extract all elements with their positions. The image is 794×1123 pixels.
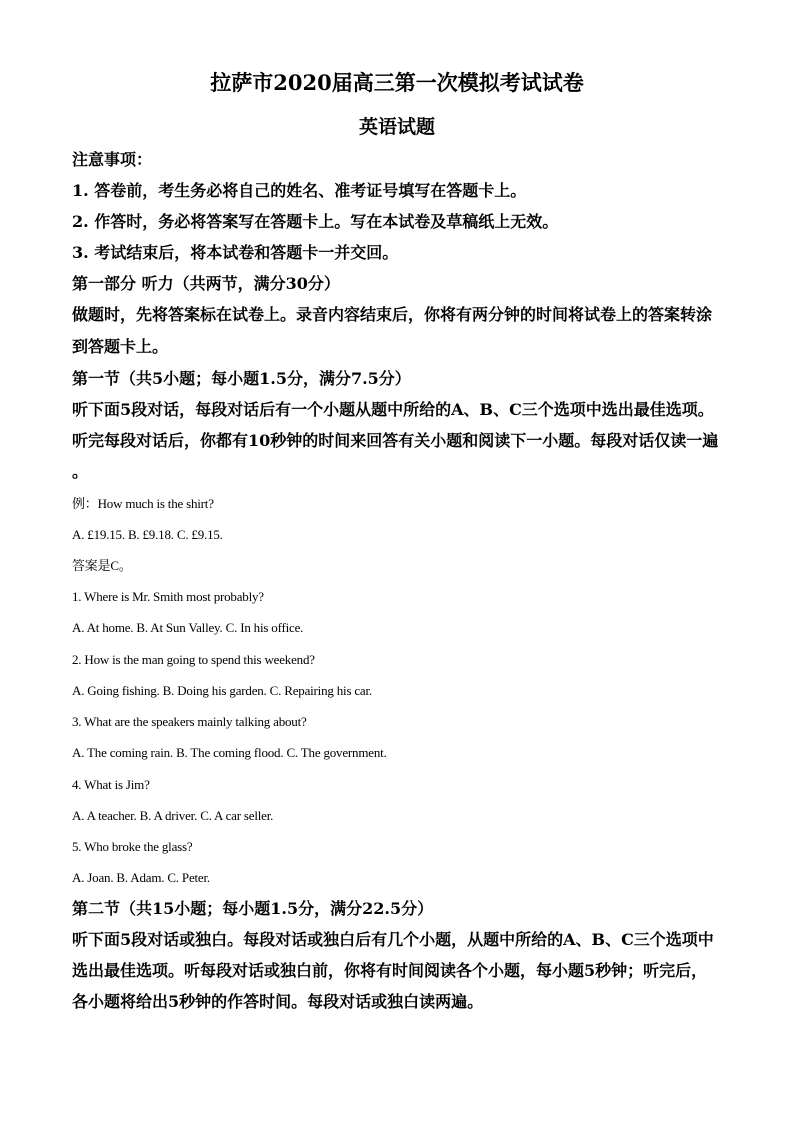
note-item: 3. 考试结束后，将本试卷和答题卡一并交回。 bbox=[72, 243, 399, 262]
part1-instruction: 做题时，先将答案标在试卷上。录音内容结束后，你将有两分钟的时间将试卷上的答案转涂 bbox=[72, 305, 713, 324]
question-options: A. The coming rain. B. The coming flood. C. The government. bbox=[72, 745, 387, 760]
question-text: 3. What are the speakers mainly talking about? bbox=[72, 714, 307, 729]
question-text: 2. How is the man going to spend this weekend? bbox=[72, 652, 315, 667]
part1-instruction: 到答题卡上。 bbox=[72, 337, 169, 356]
section1-heading: 第一节（共5小题；每小题1.5分，满分7.5分） bbox=[72, 369, 411, 388]
question-text: 5. Who broke the glass? bbox=[72, 839, 193, 854]
exam-title: 拉萨市2020届高三第一次模拟考试试卷 bbox=[210, 70, 584, 95]
section1-instruction: 。 bbox=[72, 462, 89, 481]
section1-instruction: 听完每段对话后，你都有10秒钟的时间来回答有关小题和阅读下一小题。每段对话仅读一遍 bbox=[72, 431, 719, 450]
note-item: 2. 作答时，务必将答案写在答题卡上。写在本试卷及草稿纸上无效。 bbox=[72, 212, 559, 231]
note-item: 1. 答卷前，考生务必将自己的姓名、准考证号填写在答题卡上。 bbox=[72, 181, 527, 200]
question-text: 1. Where is Mr. Smith most probably? bbox=[72, 589, 264, 604]
question-text: 4. What is Jim? bbox=[72, 777, 150, 792]
question-options: A. A teacher. B. A driver. C. A car seller. bbox=[72, 808, 274, 823]
example-answer: 答案是C。 bbox=[72, 558, 132, 573]
section2-instruction: 选出最佳选项。听每段对话或独白前，你将有时间阅读各个小题，每小题5秒钟；听完后， bbox=[72, 961, 708, 980]
section2-heading: 第二节（共15小题；每小题1.5分，满分22.5分） bbox=[72, 899, 434, 918]
section2-instruction: 各小题将给出5秒钟的作答时间。每段对话或独白读两遍。 bbox=[72, 992, 484, 1011]
example-options: A. £19.15. B. £9.18. C. £9.15. bbox=[72, 527, 223, 542]
question-options: A. Joan. B. Adam. C. Peter. bbox=[72, 870, 210, 885]
exam-subtitle: 英语试题 bbox=[358, 116, 435, 138]
example-question: 例：How much is the shirt? bbox=[72, 496, 214, 511]
question-options: A. At home. B. At Sun Valley. C. In his office. bbox=[72, 620, 304, 635]
section1-instruction: 听下面5段对话，每段对话后有一个小题从题中所给的A、B、C三个选项中选出最佳选项。 bbox=[72, 400, 714, 419]
notes-heading: 注意事项： bbox=[72, 150, 153, 169]
part1-heading: 第一部分 听力（共两节，满分30分） bbox=[72, 274, 340, 293]
section2-instruction: 听下面5段对话或独白。每段对话或独白后有几个小题，从题中所给的A、B、C三个选项中 bbox=[72, 930, 714, 949]
question-options: A. Going fishing. B. Doing his garden. C. Repairing his car. bbox=[72, 683, 372, 698]
